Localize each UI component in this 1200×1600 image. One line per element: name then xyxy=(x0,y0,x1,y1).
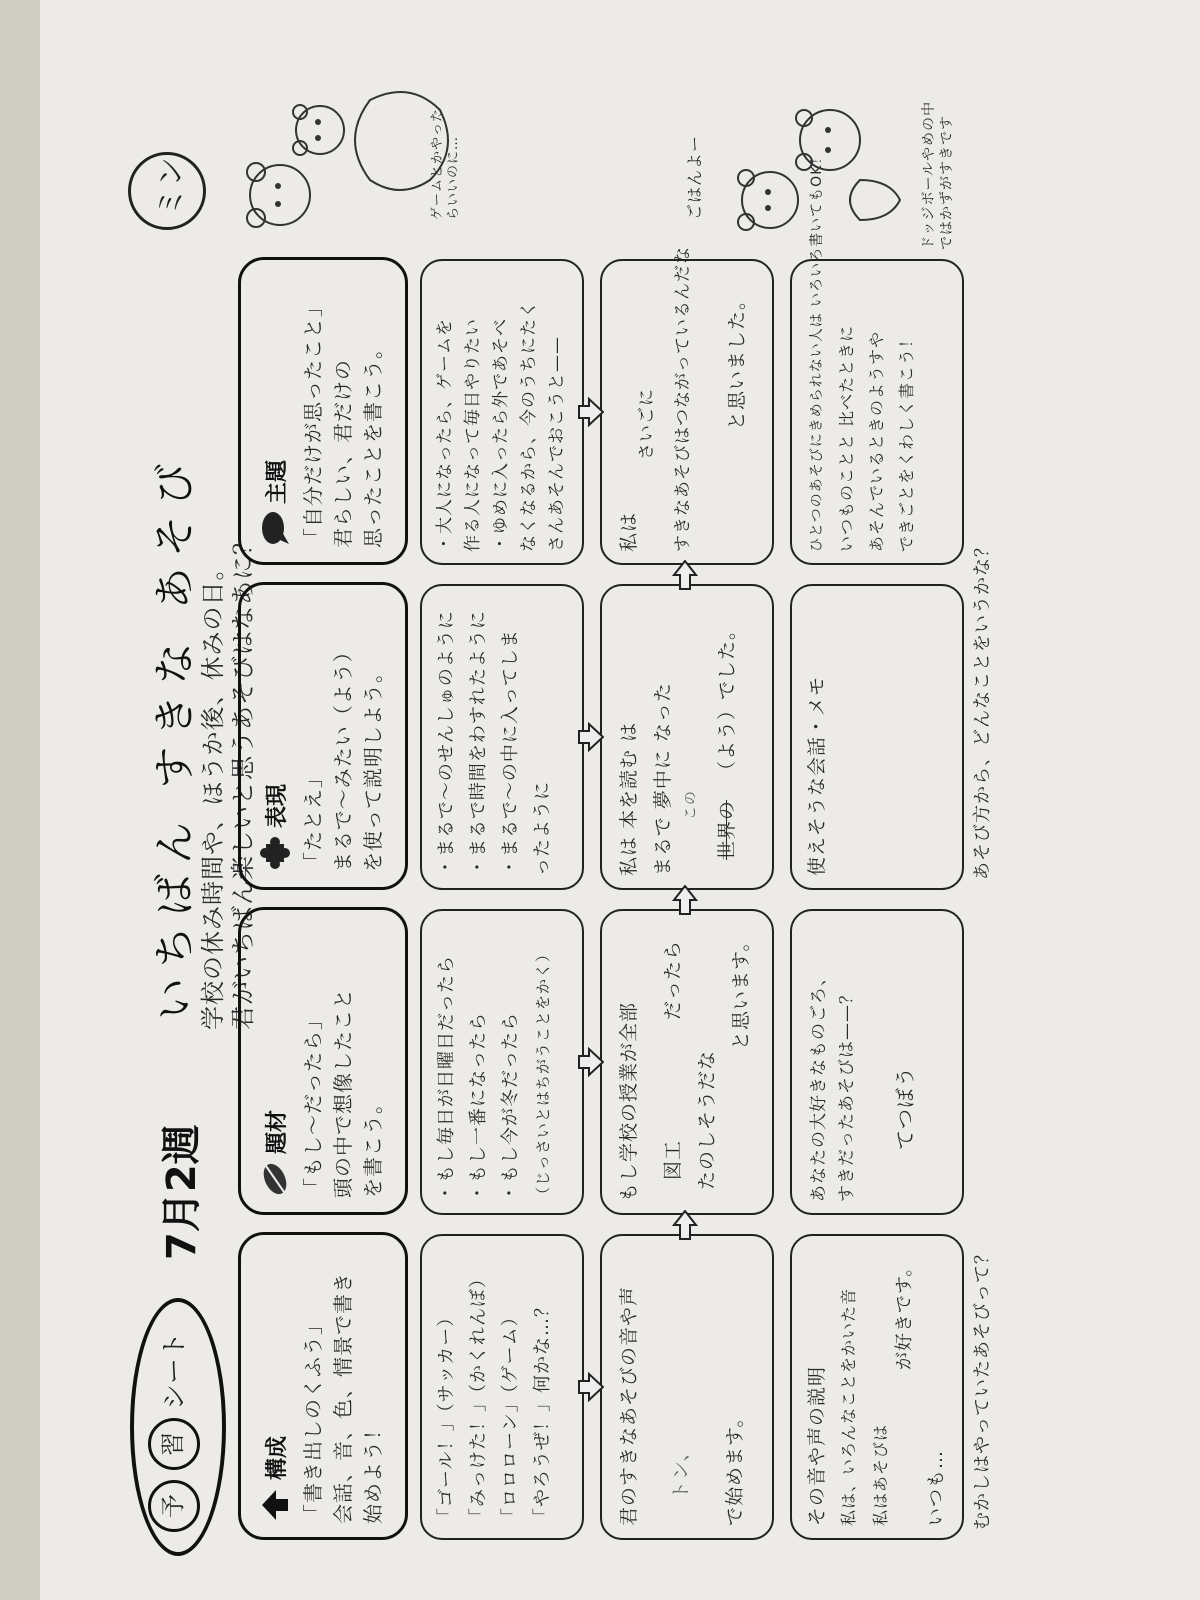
r1c2-line4: （じっさいとはちがうことをかく） xyxy=(534,945,552,1202)
r2c1-line1: 君のすきなあそびの音や声 xyxy=(618,1285,640,1526)
badge-sheet: シート xyxy=(160,1331,190,1410)
worksheet-page xyxy=(120,80,1200,1560)
badge-shu: 習 xyxy=(148,1418,200,1470)
r1c4-line2: 作る人になって毎日やりたい xyxy=(463,318,483,552)
category-hint-daizai-2: 頭の中で想像したこと xyxy=(331,988,355,1198)
down-arrow-icon xyxy=(578,1372,604,1402)
r2c2-line1: もし学校の授業が全部 xyxy=(618,1001,640,1202)
category-hint-shudai-2: 君らしい、君だけの xyxy=(331,359,355,548)
category-hint-hyougen-2: まるで〜みたい（よう） xyxy=(331,641,355,872)
category-label-hyougen: 表現 xyxy=(265,783,290,828)
worksheet-photo xyxy=(40,0,1200,1600)
leaf-icon xyxy=(260,1160,290,1198)
bubble-game: ゲームとかやったらいいのに… xyxy=(430,107,461,220)
theme-prompt-1: 学校の休み時間や、ほうか後、休みの日。 xyxy=(199,555,227,1030)
category-hint-kousei-3: 始めよう！ xyxy=(361,1419,385,1524)
r3c2-line3: てつぼう xyxy=(893,1066,917,1150)
down-arrow-icon xyxy=(578,397,604,427)
r2c2-line2: 図工 xyxy=(662,1139,684,1180)
r1c3-line2: ・まるで時間をわすれたように xyxy=(468,610,489,876)
footer-note-1: むかしはやっていたあそびって？ xyxy=(972,1245,993,1530)
category-hint-daizai-1: 「もし〜だったら」 xyxy=(301,1009,325,1198)
r1c3-line3: ・まるで〜の中に入ってしま xyxy=(500,629,521,876)
r3c4-line4: できごとをくわしく書こう！ xyxy=(897,330,916,552)
r1c4-line5: さんあそんでおこうと—— xyxy=(547,336,567,552)
r1c2-line2: ・もし一番になったら xyxy=(468,1012,489,1202)
r2c3-line4: 世界の xyxy=(716,799,738,860)
r3c1-line4: が好きです。 xyxy=(894,1257,915,1370)
down-arrow-icon xyxy=(578,1047,604,1077)
r2c2-line3: だったら xyxy=(662,939,684,1020)
r3c4-line1: ひとつのあそびにきめられない人は いろいろ書いてもOK！ xyxy=(809,149,825,552)
r3c4-line3: あそんでいるときのようすや xyxy=(867,330,886,552)
bear-family-icon xyxy=(720,90,910,250)
theme-prompt-2: 君がいちばん楽しいと思うあそびはなあに？ xyxy=(229,530,257,1030)
r2c3-line2: まるで 夢中に なった xyxy=(652,682,674,876)
r1c3-line1: ・まるで〜のせんしゅのように xyxy=(436,610,457,876)
right-arrow-icon xyxy=(672,1210,698,1240)
r2c3-line3: この xyxy=(683,790,699,820)
category-hint-hyougen-3: を使って説明しよう。 xyxy=(361,662,385,872)
category-hint-hyougen-1: 「たとえ」 xyxy=(301,767,325,872)
category-label-daizai: 題材 xyxy=(265,1109,290,1154)
r3c1-line5: いつも… xyxy=(926,1450,947,1526)
category-label-kousei: 構成 xyxy=(265,1435,290,1480)
r2c2-line4: たのしそうだな xyxy=(696,1049,718,1190)
r3c1-line1: その音や声の説明 xyxy=(806,1365,828,1526)
bubble-dodgeball: ドッジボールやめの中ではかずがすきです xyxy=(921,100,955,250)
r2c1-line2: トン、 xyxy=(670,1441,692,1500)
week-label: 7月2週 xyxy=(159,1124,205,1260)
speech-bubble-icon xyxy=(260,510,290,548)
r2c4-line4: と思いました。 xyxy=(726,289,748,430)
category-hint-kousei-1: 「書き出しのくふう」 xyxy=(301,1314,325,1524)
r3c1-line3: 私はあそびは xyxy=(871,1423,890,1526)
puzzle-icon xyxy=(260,834,290,872)
r2c4-line3: すきなあそびはつながっているんだな xyxy=(673,246,693,552)
r1c2-line1: ・もし毎日が日曜日だったら xyxy=(436,955,457,1202)
r3c2-line2: すきだったあそびは——？ xyxy=(837,986,857,1202)
category-hint-daizai-3: を書こう。 xyxy=(361,1093,385,1198)
r1c2-line3: ・もし今が冬だったら xyxy=(500,1012,521,1202)
r3c2-line1: あなたの大好きなものごろ、 xyxy=(809,968,829,1202)
r1c1-line3: 「ロロローン」（ゲーム） xyxy=(500,1307,521,1526)
category-label-shudai: 主題 xyxy=(265,459,290,504)
r1c3-line4: ったように xyxy=(532,781,553,876)
category-hint-shudai-1: 「自分だけが思ったこと」 xyxy=(301,296,325,548)
theme-title: いちばん すきな あそび xyxy=(150,453,199,1020)
name-mark: ミン xyxy=(154,157,189,217)
category-hint-shudai-3: 思ったことを書こう。 xyxy=(361,338,385,548)
bubble-gohan: ごはんよー xyxy=(685,134,704,220)
r2c4-line1: 私は xyxy=(618,511,640,552)
down-arrow-icon xyxy=(578,722,604,752)
r1c1-line4: 「やろうぜ！」何かな…？ xyxy=(532,1298,553,1526)
r2c3-line5: （よう）でした。 xyxy=(716,619,738,780)
r2c3-line1: 私は 本を読む は xyxy=(618,721,640,876)
r3c4-line2: いつものことと 比べたときに xyxy=(837,324,856,552)
r2c2-line5: と思います。 xyxy=(730,931,752,1050)
r3c1-line2: 私は、いろんなことをかいた音 xyxy=(839,1287,858,1526)
r1c4-line3: ・ゆめに入ったら外であそべ xyxy=(491,318,511,552)
r1c4-line4: なくなるから、今のうちにたく xyxy=(519,300,539,552)
r2c1-line3: で始めます。 xyxy=(724,1407,746,1526)
badge-yo: 予 xyxy=(148,1480,200,1532)
footer-note-2: あそび方から、どんなことをいうかな？ xyxy=(972,538,993,880)
r2c4-line2: さいごに xyxy=(637,388,657,460)
r1c1-line2: 「みっけた！」（かくれんぼ） xyxy=(468,1269,489,1526)
r3c3-line1: 使えそうな会話・メモ xyxy=(806,675,828,876)
right-arrow-icon xyxy=(672,885,698,915)
r1c4-line1: ・大人になったら、ゲームを xyxy=(435,318,455,552)
r1c1-line1: 「ゴール！」（サッカー） xyxy=(436,1307,457,1526)
category-hint-kousei-2: 会話、音、色、情景で書き xyxy=(331,1272,355,1524)
up-arrow-icon xyxy=(260,1486,290,1524)
right-arrow-icon xyxy=(672,560,698,590)
